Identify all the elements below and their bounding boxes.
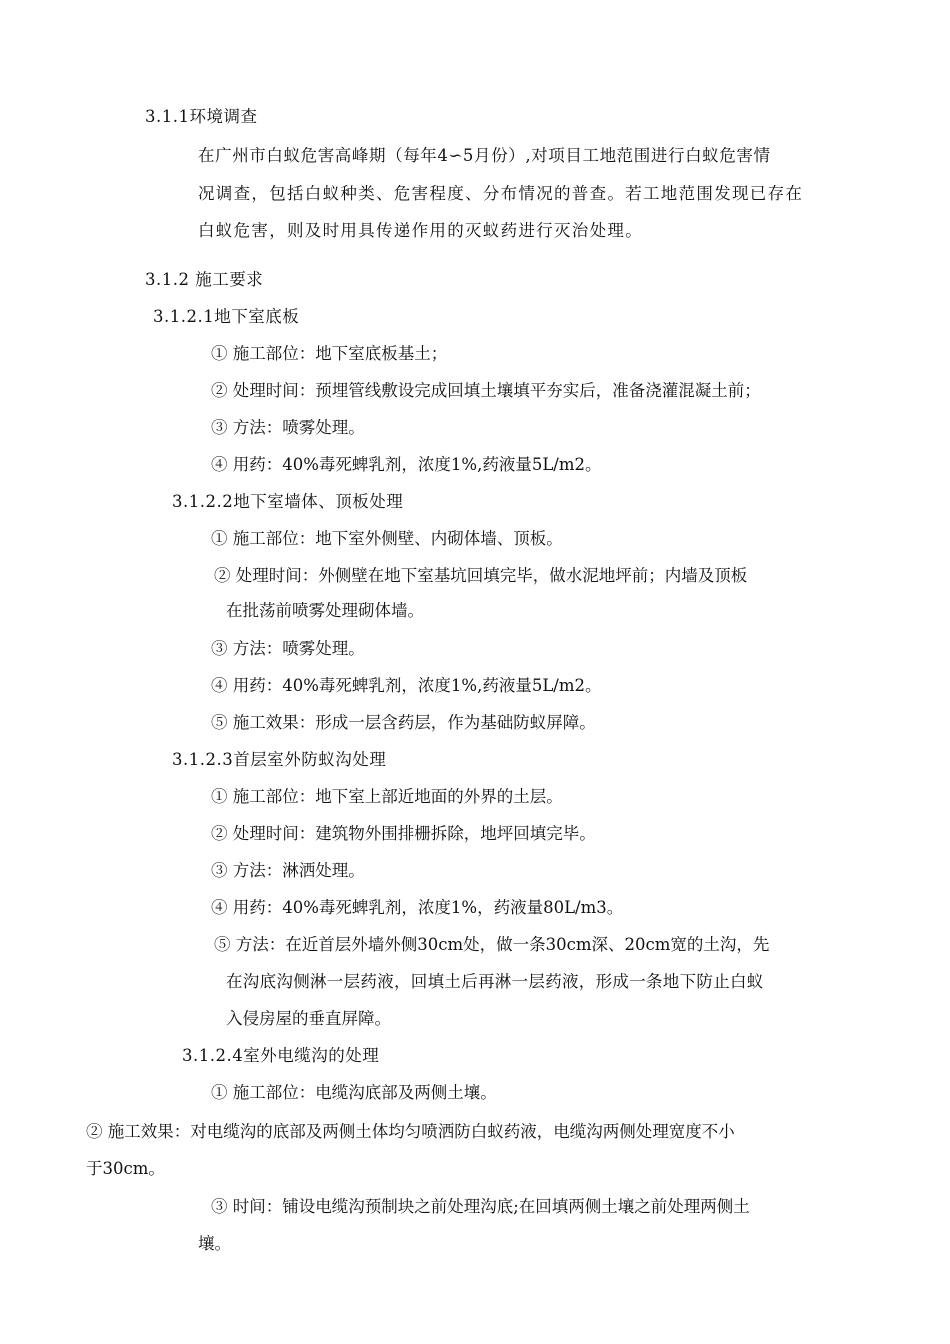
list-item: ⑤ 施工效果：形成一层含药层，作为基础防蚁屏障。 bbox=[211, 713, 596, 732]
paragraph-line: 在广州市白蚁危害高峰期（每年4∽5月份）,对项目工地范围进行白蚁危害情 bbox=[198, 146, 771, 165]
list-item: ① 施工部位：电缆沟底部及两侧土壤。 bbox=[211, 1083, 497, 1102]
list-item-continuation: 入侵房屋的垂直屏障。 bbox=[226, 1009, 391, 1028]
heading-3-1-2-2: 3.1.2.2地下室墙体、顶板处理 bbox=[172, 492, 404, 511]
list-item: ④ 用药：40%毒死蜱乳剂，浓度1%，药液量80L/m3。 bbox=[211, 898, 624, 917]
list-item: ② 施工效果：对电缆沟的底部及两侧土体均匀喷洒防白蚁药液，电缆沟两侧处理宽度不小 bbox=[86, 1122, 735, 1141]
heading-3-1-2-4: 3.1.2.4室外电缆沟的处理 bbox=[182, 1046, 380, 1065]
list-item-continuation: 在沟底沟侧淋一层药液，回填土后再淋一层药液，形成一条地下防止白蚁 bbox=[226, 972, 764, 991]
list-item: ⑤ 方法：在近首层外墙外侧30cm处，做一条30cm深、20cm宽的土沟，先 bbox=[214, 935, 770, 954]
list-item: ③ 时间：铺设电缆沟预制块之前处理沟底;在回填两侧土壤之前处理两侧土 bbox=[211, 1197, 750, 1216]
heading-3-1-2: 3.1.2 施工要求 bbox=[145, 270, 264, 289]
paragraph-line: 况调查，包括白蚁种类、危害程度、分布情况的普查。若工地范围发现已存在 bbox=[198, 184, 804, 203]
list-item: ② 处理时间：建筑物外围排栅拆除，地坪回填完毕。 bbox=[211, 824, 596, 843]
list-item-continuation: 在批荡前喷雾处理砌体墙。 bbox=[226, 601, 424, 620]
list-item: ④ 用药：40%毒死蜱乳剂，浓度1%,药液量5L/m2。 bbox=[211, 455, 602, 474]
paragraph-line: 白蚁危害，则及时用具传递作用的灭蚁药进行灭治处理。 bbox=[198, 221, 643, 240]
list-item: ③ 方法：淋洒处理。 bbox=[211, 861, 365, 880]
list-item: ④ 用药：40%毒死蜱乳剂，浓度1%,药液量5L/m2。 bbox=[211, 676, 602, 695]
list-item: ② 处理时间：预埋管线敷设完成回填土壤填平夯实后，准备浇灌混凝土前； bbox=[211, 381, 761, 400]
list-item-continuation: 于30cm。 bbox=[86, 1159, 165, 1178]
list-item: ③ 方法：喷雾处理。 bbox=[211, 418, 365, 437]
list-item: ① 施工部位：地下室上部近地面的外界的土层。 bbox=[211, 787, 563, 806]
heading-3-1-2-3: 3.1.2.3首层室外防蚁沟处理 bbox=[172, 750, 387, 769]
list-item: ① 施工部位：地下室外侧壁、内砌体墙、顶板。 bbox=[211, 529, 563, 548]
heading-3-1-2-1: 3.1.2.1地下室底板 bbox=[153, 307, 300, 326]
list-item: ③ 方法：喷雾处理。 bbox=[211, 639, 365, 658]
list-item: ① 施工部位：地下室底板基土； bbox=[211, 344, 448, 363]
heading-3-1-1: 3.1.1环境调查 bbox=[145, 107, 258, 126]
list-item: ② 处理时间：外侧壁在地下室基坑回填完毕，做水泥地坪前；内墙及顶板 bbox=[214, 566, 748, 585]
list-item-continuation: 壤。 bbox=[198, 1234, 231, 1253]
